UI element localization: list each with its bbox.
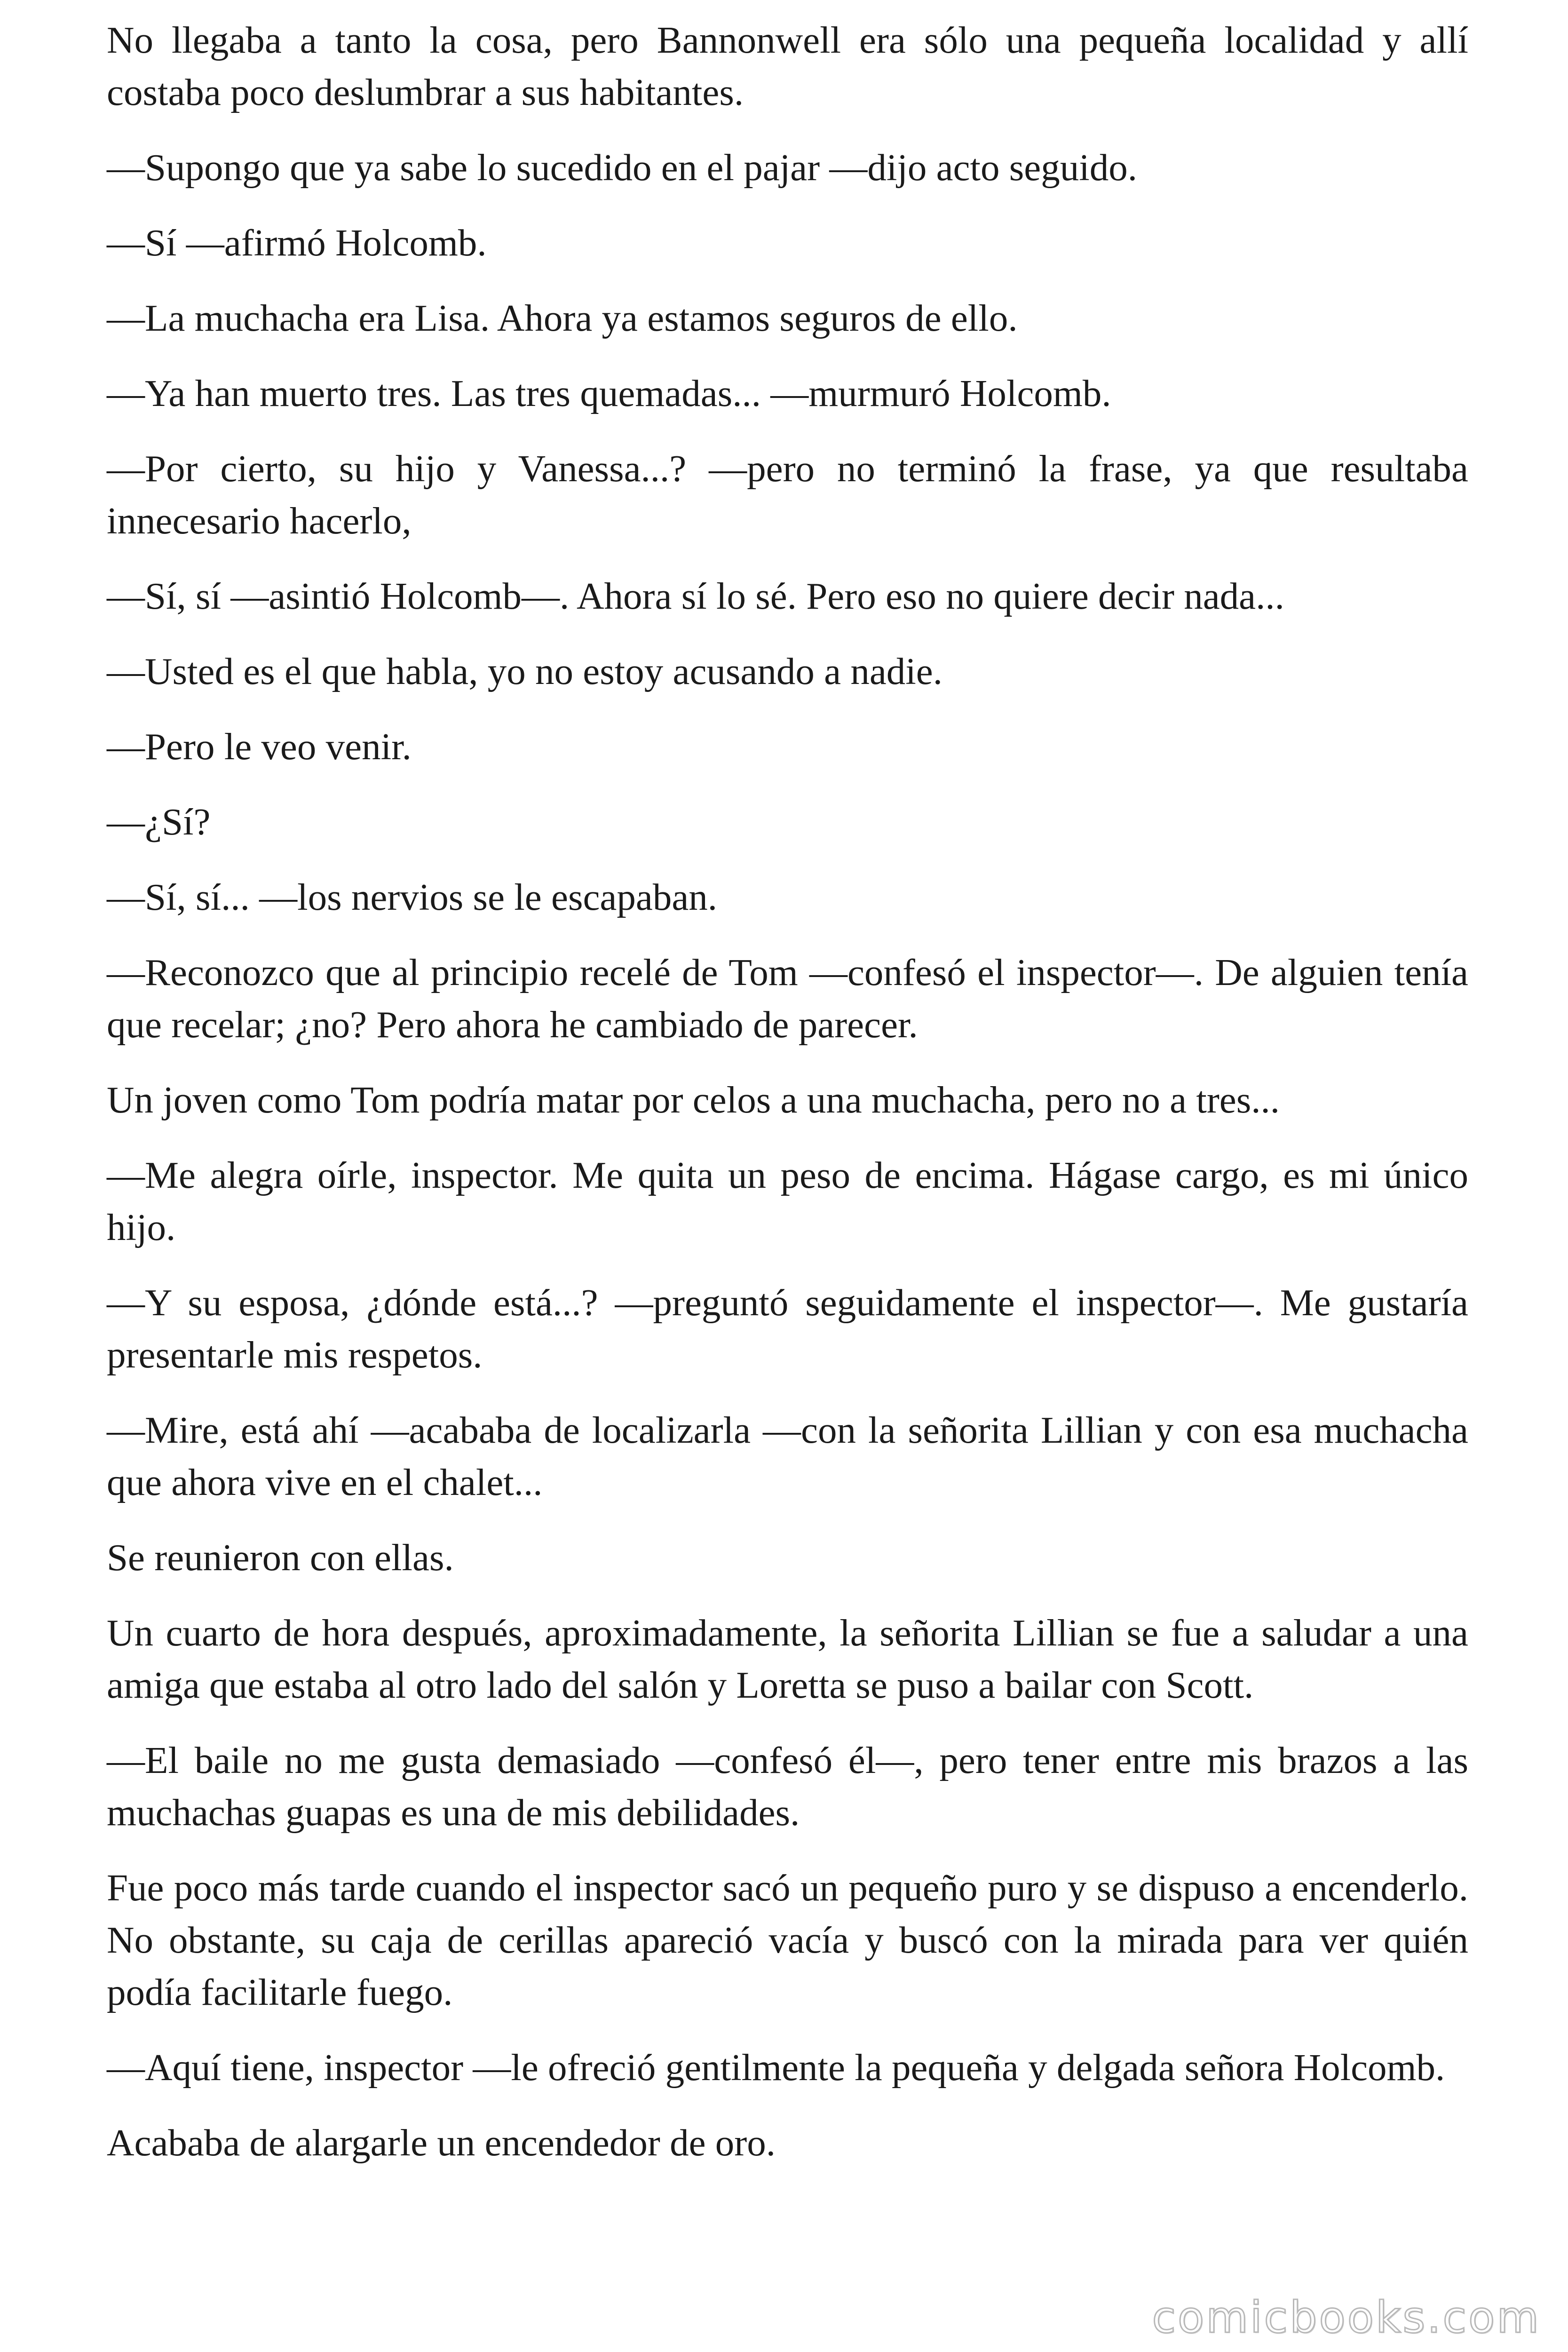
paragraph: —Sí —afirmó Holcomb. — [107, 222, 487, 264]
paragraph: —Sí, sí —asintió Holcomb—. Ahora sí lo sé. Pero eso no quiere decir nada... — [107, 575, 1284, 617]
paragraph: Se reunieron con ellas. — [107, 1536, 454, 1579]
paragraph: —El baile no me gusta demasiado —confesó él—, pero tener entre mis brazos a las muchachas guapas es una de mis debilidades. — [107, 1739, 1468, 1834]
watermark: comicbooks.com — [1152, 2292, 1541, 2343]
paragraph: —La muchacha era Lisa. Ahora ya estamos seguros de ello. — [107, 297, 1018, 339]
paragraph: —Y su esposa, ¿dónde está...? —preguntó seguidamente el inspector—. Me gustaría presentarle mis respetos. — [107, 1281, 1468, 1376]
paragraph: Un cuarto de hora después, aproximadamente, la señorita Lillian se fue a saludar a una amiga que estaba al otro lado del salón y Loretta se puso a bailar con Scott. — [107, 1612, 1468, 1706]
paragraph: Fue poco más tarde cuando el inspector sacó un pequeño puro y se dispuso a encenderlo. No obstante, su caja de cerillas apareció vacía y buscó con la mirada para ver quién podía facilitarle fuego. — [107, 1867, 1468, 2013]
paragraph: No llegaba a tanto la cosa, pero Bannonwell era sólo una pequeña localidad y allí costaba poco deslumbrar a sus habitantes. — [107, 19, 1468, 113]
paragraph: —¿Sí? — [107, 801, 211, 843]
paragraph: —Sí, sí... —los nervios se le escapaban. — [107, 876, 718, 918]
paragraph: Un joven como Tom podría matar por celos a una muchacha, pero no a tres... — [107, 1079, 1280, 1121]
paragraph: —Aquí tiene, inspector —le ofreció gentilmente la pequeña y delgada señora Holcomb. — [107, 2046, 1445, 2089]
paragraph: —Usted es el que habla, yo no estoy acusando a nadie. — [107, 650, 942, 692]
paragraph: —Ya han muerto tres. Las tres quemadas... —murmuró Holcomb. — [107, 372, 1111, 414]
paragraph: —Supongo que ya sabe lo sucedido en el pajar —dijo acto seguido. — [107, 146, 1137, 189]
paragraph: Acababa de alargarle un encendedor de oro. — [107, 2122, 776, 2164]
paragraph: —Mire, está ahí —acababa de localizarla —con la señorita Lillian y con esa muchacha que ahora vive en el chalet... — [107, 1409, 1468, 1503]
document-page — [107, 14, 1468, 2300]
paragraph: —Por cierto, su hijo y Vanessa...? —pero no terminó la frase, ya que resultaba innecesario hacerlo, — [107, 447, 1468, 542]
paragraph: —Reconozco que al principio recelé de Tom —confesó el inspector—. De alguien tenía que recelar; ¿no? Pero ahora he cambiado de parecer. — [107, 951, 1468, 1046]
paragraph: —Pero le veo venir. — [107, 725, 412, 768]
paragraph: —Me alegra oírle, inspector. Me quita un peso de encima. Hágase cargo, es mi único hijo. — [107, 1154, 1468, 1248]
